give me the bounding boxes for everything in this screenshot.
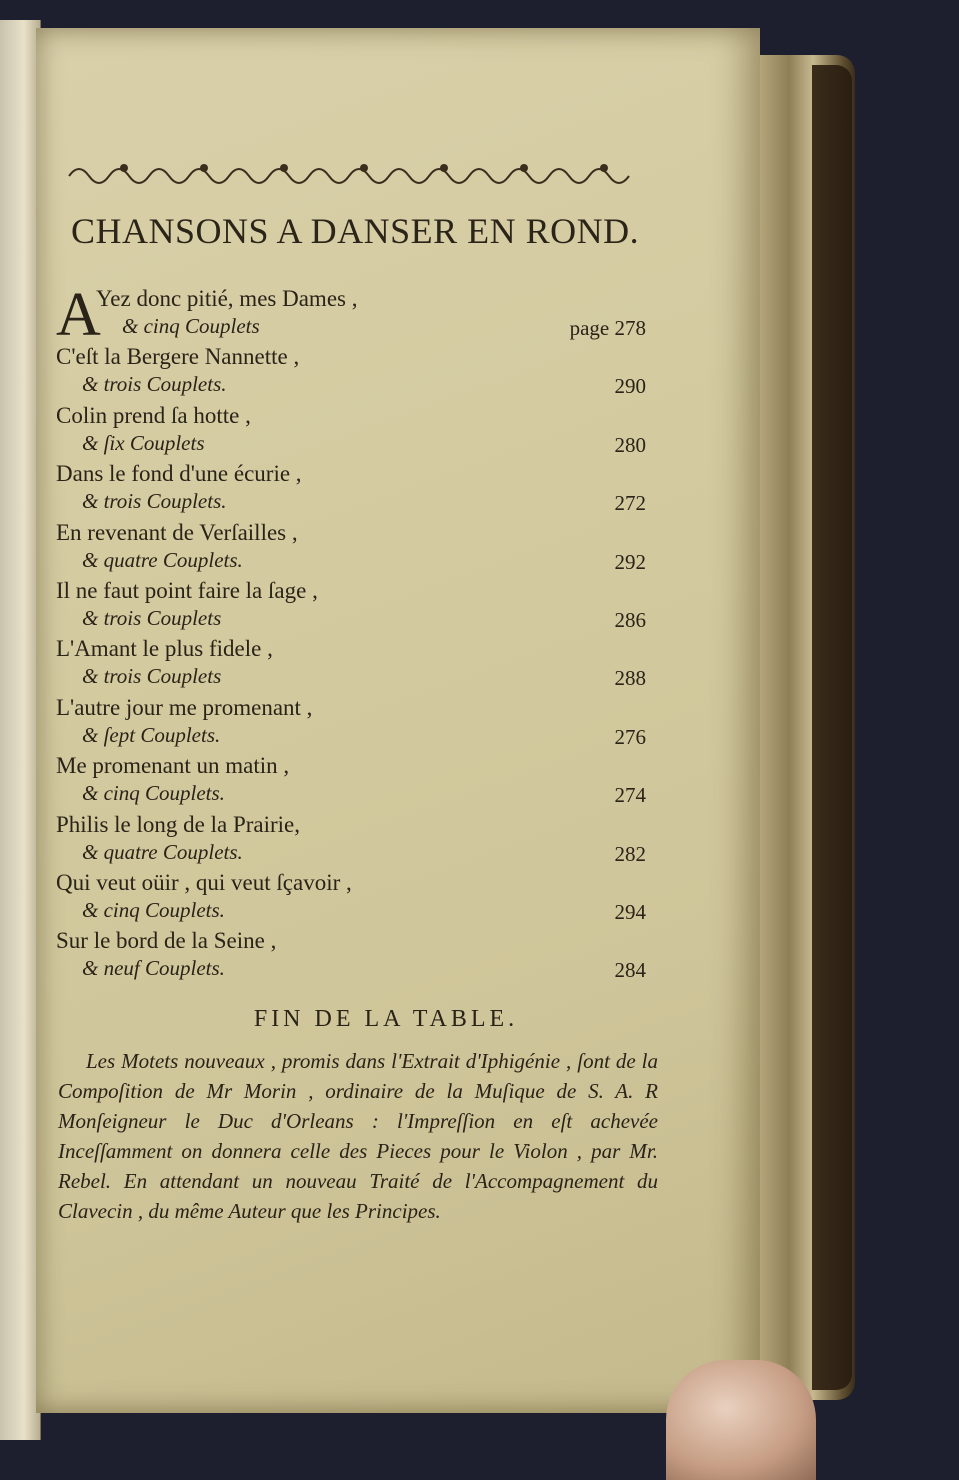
song-title: Sur le bord de la Seine , — [56, 928, 277, 954]
song-title: Me promenant un matin , — [56, 753, 290, 779]
couplet-count: & neuf Couplets. — [82, 956, 225, 981]
list-item — [56, 344, 646, 402]
book-page — [36, 28, 760, 1413]
song-title: Philis le long de la Prairie, — [56, 811, 301, 837]
song-title: Yez donc pitié, mes Dames , — [96, 286, 358, 311]
list-item — [56, 520, 646, 578]
book-cover-edge — [812, 65, 852, 1390]
couplet-count: & cinq Couplets. — [82, 897, 225, 922]
page-number: 280 — [614, 432, 646, 457]
list-item — [56, 403, 646, 461]
list-item — [56, 753, 646, 811]
page-number: page 278 — [569, 316, 646, 340]
couplet-count: & cinq Couplets. — [82, 781, 225, 806]
decorative-border-ornament — [64, 156, 664, 186]
page-title: CHANSONS A DANSER EN ROND. — [71, 211, 640, 251]
page-number: 274 — [614, 783, 646, 808]
list-item — [56, 636, 646, 694]
list-item — [56, 870, 646, 928]
publisher-note: Les Motets nouveaux , promis dans l'Extrait d'Iphigénie , ſont de la Compoſition de Mr Morin , ordinaire de la Muſique de S. A. R Monſeigneur le Duc d'Orleans : l'Impreſſion en eſt achevée Inceſſamment on donnera celle des Pieces pour le Violon , par Mr. Rebel. En attendant un nouveau Traité de l'Accompagnement du Clavecin , du même Auteur que les Principes. — [58, 1049, 658, 1223]
couplet-count: & quatre Couplets. — [82, 839, 243, 864]
couplet-count: & ſept Couplets. — [82, 722, 221, 747]
page-number: 272 — [614, 491, 646, 516]
song-index-list — [56, 281, 646, 987]
song-title: Qui veut oüir , qui veut ſçavoir , — [56, 869, 352, 895]
page-number: 282 — [614, 841, 646, 866]
song-title: L'autre jour me promenant , — [56, 694, 313, 720]
page-number: 276 — [614, 724, 646, 749]
page-number: 286 — [614, 607, 646, 632]
song-title: C'eſt la Bergere Nannette , — [56, 344, 300, 370]
list-item — [56, 695, 646, 753]
couplet-count: & trois Couplets — [82, 664, 222, 689]
page-number: 294 — [614, 899, 646, 924]
song-title: Dans le fond d'une écurie , — [56, 461, 302, 487]
song-title: Il ne faut point faire la ſage , — [56, 577, 318, 603]
list-item — [56, 281, 646, 349]
song-title: Colin prend ſa hotte , — [56, 402, 251, 428]
song-title: L'Amant le plus fidele , — [56, 636, 273, 662]
couplet-count: & trois Couplets — [82, 605, 222, 630]
page-number: 292 — [614, 549, 646, 574]
couplet-count: & trois Couplets. — [82, 372, 227, 397]
couplet-count: & ſix Couplets — [82, 430, 205, 455]
reader-thumb — [666, 1360, 816, 1480]
page-number: 290 — [614, 374, 646, 399]
facing-page-edge — [0, 20, 41, 1440]
end-of-table-heading: FIN DE LA TABLE. — [253, 1006, 519, 1032]
page-number: 284 — [614, 958, 646, 983]
drop-cap-initial: A — [56, 281, 101, 349]
list-item — [56, 461, 646, 519]
list-item — [56, 578, 646, 636]
song-title: En revenant de Verſailles , — [56, 519, 298, 545]
page-number: 288 — [614, 666, 646, 691]
list-item — [56, 812, 646, 870]
list-item — [56, 928, 646, 986]
couplet-count: & trois Couplets. — [82, 489, 227, 514]
couplet-count: & cinq Couplets — [122, 314, 260, 338]
couplet-count: & quatre Couplets. — [82, 547, 243, 572]
